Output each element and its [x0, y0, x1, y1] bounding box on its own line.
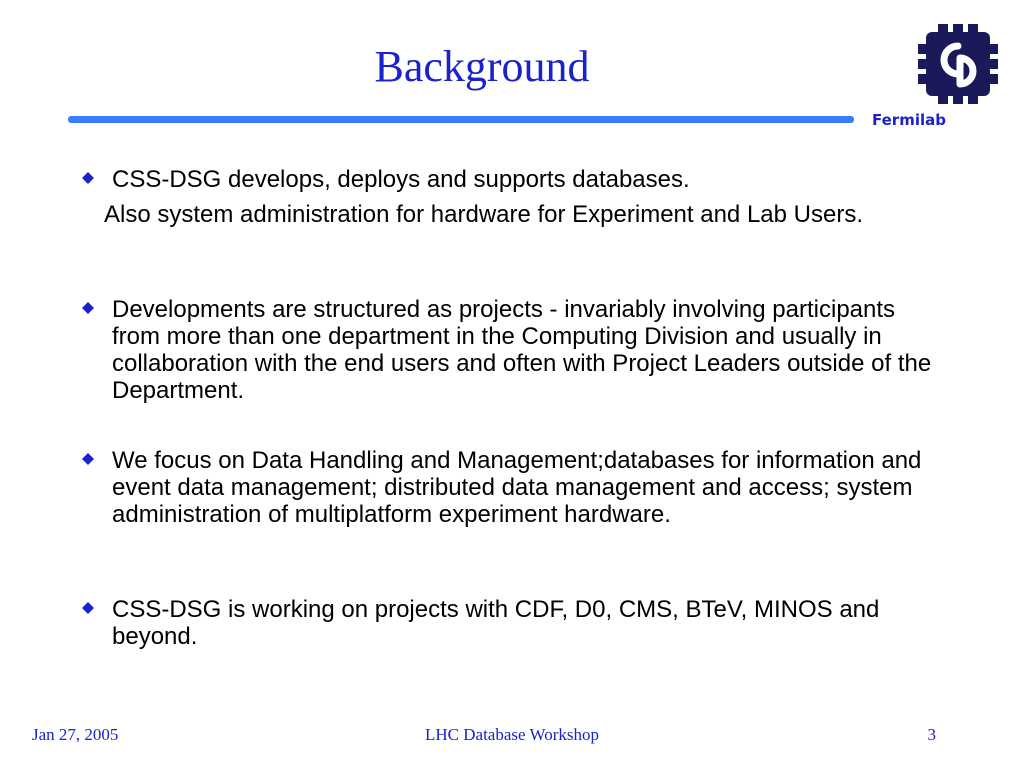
diamond-bullet-icon — [82, 172, 94, 184]
fermilab-wordmark: Fermilab — [872, 111, 946, 129]
bullet-item-3: We focus on Data Handling and Management;databases for information and event data management; distributed data management and access; system administration of multiplatform experiment hardware. — [112, 447, 922, 528]
diamond-bullet-icon — [82, 302, 94, 314]
footer-event: LHC Database Workshop — [425, 725, 599, 744]
bullet-item-4: CSS-DSG is working on projects with CDF, D0, CMS, BTeV, MINOS and beyond. — [112, 596, 880, 650]
slide-title: Background — [374, 42, 590, 91]
diamond-bullet-icon — [82, 453, 94, 465]
bullet-item-2: Developments are structured as projects - invariably involving participants from more than one department in the Computing Division and usually in collaboration with the end users and often with Project Leaders outside of the Department. — [112, 296, 932, 404]
diamond-bullet-icon — [82, 602, 94, 614]
footer-page-number: 3 — [927, 725, 936, 744]
bullet-item-1-sub: Also system administration for hardware for Experiment and Lab Users. — [104, 201, 863, 228]
bullet-item-1: CSS-DSG develops, deploys and supports databases. — [112, 166, 690, 193]
footer-date: Jan 27, 2005 — [32, 725, 119, 744]
